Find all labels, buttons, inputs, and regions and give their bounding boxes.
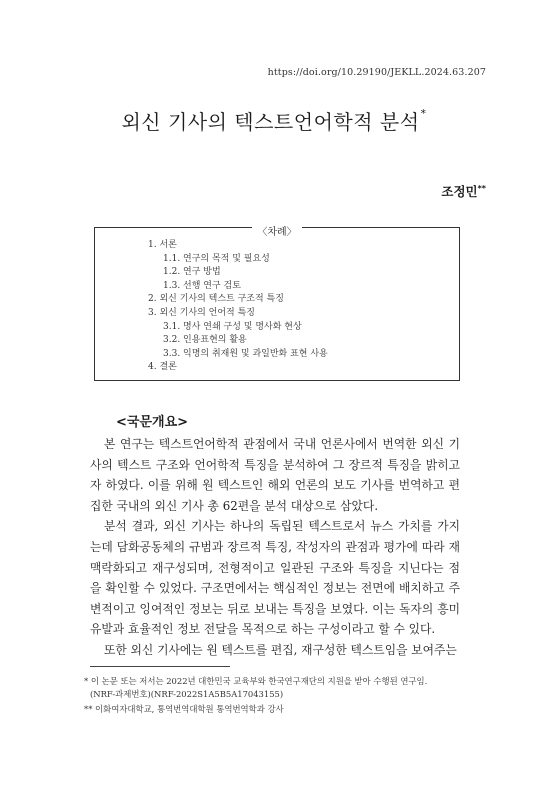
toc-item: 3.2. 인용표현의 활용: [163, 335, 247, 346]
abstract-heading: <국문개요>: [116, 415, 189, 430]
author-name-text: 조정민: [441, 184, 478, 199]
toc-item: 2. 외신 기사의 텍스트 구조적 특징: [148, 294, 284, 305]
footnote-funding-line2: (NRF-과제번호)(NRF-2022S1A5B5A17043155): [90, 689, 284, 699]
toc-list: [148, 239, 328, 375]
toc-item: 1. 서론: [148, 240, 177, 250]
abstract-body: [90, 434, 460, 661]
doi-link[interactable]: https://doi.org/10.29190/JEKLL.2024.63.207: [267, 67, 486, 78]
toc-item: 4. 결론: [148, 362, 177, 373]
toc-item: 1.3. 선행 연구 검토: [163, 280, 241, 291]
toc-item: 3.1. 명사 연쇄 구성 및 명사화 현상: [163, 321, 302, 332]
toc-item: 3.3. 익명의 취재원 및 과일반화 표현 사용: [163, 348, 328, 359]
toc-label: [95, 220, 459, 239]
footnote-funding: [84, 675, 468, 701]
footnote-author-affiliation: ** 이화여자대학교, 통역번역대학원 통역번역학과 강사: [84, 704, 284, 714]
toc-label-text: 〈차례〉: [252, 227, 301, 238]
article-title: [0, 106, 548, 135]
author-footnote-mark[interactable]: **: [477, 184, 486, 193]
table-of-contents: [94, 227, 460, 381]
article-title-text: 외신 기사의 텍스트언어학적 분석: [121, 110, 420, 134]
toc-item: 1.1. 연구의 목적 및 필요성: [163, 253, 270, 264]
abstract-paragraph: 본 연구는 텍스트언어학적 관점에서 국내 언론사에서 번역한 외신 기사의 텍스트 구조와 언어학적 특징을 분석하여 그 장르적 특징을 밝히고자 하였다. 이를 위해 원 텍스트인 해외 언론의 보도 기사를 번역하고 편집한 국내의 외신 기사 총 62편을 분석 대상으로 삼았다.: [90, 437, 460, 513]
toc-item: 1.2. 연구 방법: [163, 267, 221, 278]
abstract-paragraph: 분석 결과, 외신 기사는 하나의 독립된 텍스트로서 뉴스 가치를 가지는데 담화공동체의 규범과 장르적 특징, 작성자의 관점과 평가에 따라 재맥락화되고 재구성되며, 전형적이고 일관된 구조와 특징을 지닌다는 점을 확인할 수 있었다. 구조면에서는 핵심적인 정보는 전면에 배치하고 주변적이고 잉여적인 정보는 뒤로 보내는 특징을 보였다. 이는 독자의 흥미 유발과 효율적인 정보 전달을 목적으로 하는 구성이라고 할 수 있다.: [90, 519, 460, 637]
title-footnote-mark[interactable]: *: [420, 107, 427, 120]
toc-item: 3. 외신 기사의 언어적 특징: [148, 307, 255, 318]
footnote-funding-line1: * 이 논문 또는 저서는 2022년 대한민국 교육부와 한국연구재단의 지원을 받아 수행된 연구임.: [84, 676, 428, 686]
author-name: [441, 182, 486, 200]
footnote-divider: [90, 666, 230, 667]
abstract-paragraph: 또한 외신 기사에는 원 텍스트를 편집, 재구성한 텍스트임을 보여주는: [104, 642, 457, 657]
